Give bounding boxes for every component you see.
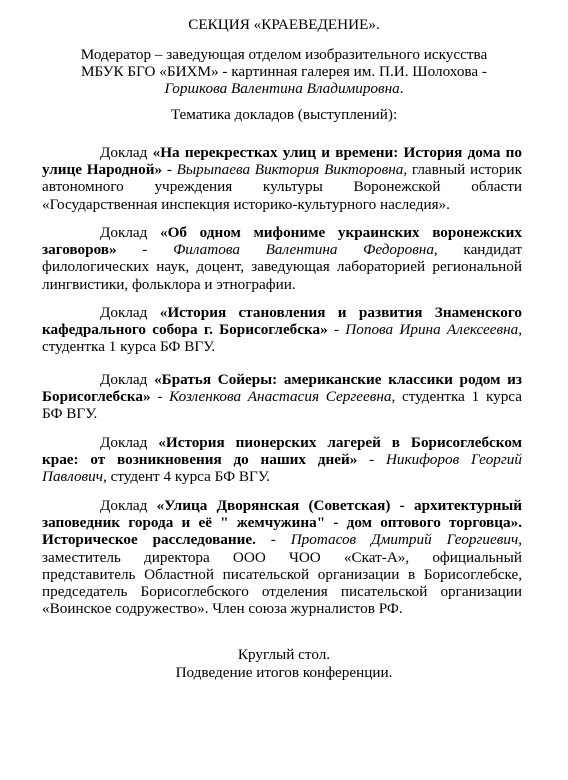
report-speaker: Протасов Дмитрий Георгиевич [290,531,519,549]
report-2 [42,224,522,293]
footer-round-table: Круглый стол. [237,646,331,663]
report-sep: - [327,321,346,339]
moderator-name: Горшкова Валентина Владимировна [164,80,400,97]
report-sep: - [357,451,386,469]
report-title: «Братья Сойеры: американские классики родом из Борисоглебска» [42,371,522,406]
report-5 [42,434,522,486]
report-4 [42,371,522,423]
report-details: , заместитель директора ООО ЧОО «Скат-А», официальный представитель Областной писательской организации в Борисоглебске, председатель Борисоглебского отделения писательской организации «Воинское содружество». Член союза журналистов РФ. [42,531,522,618]
footer-summary: Подведение итогов конференции. [175,664,393,681]
report-title: «История пионерских лагерей в Борисоглебском крае: от возникновения до наших дней» [42,434,522,469]
report-speaker: Никифоров Георгий Павлович [42,451,522,486]
report-prefix: Доклад [100,434,159,451]
report-details: , студентка 1 курса БФ ВГУ. [42,388,522,423]
report-prefix: Доклад [100,144,153,161]
report-details: , студентка 1 курса БФ ВГУ. [42,321,523,356]
report-details: , студент 4 курса БФ ВГУ. [103,468,270,486]
report-prefix: Доклад [100,304,160,321]
report-sep: - [150,388,170,406]
report-speaker: Вырыпаева Виктория Викторовна [176,161,404,179]
topics-heading: Тематика докладов (выступлений): [170,106,398,123]
moderator-name-end: . [399,80,404,97]
report-sep: - [162,161,177,179]
report-sep: - [116,241,174,259]
report-speaker: Филатова Валентина Федоровна [173,241,434,259]
report-prefix: Доклад [100,497,157,514]
report-title: «Улица Дворянская (Советская) - архитектурный заповедник города и её " жемчужина" - дом оптового торговца». Историческое расследование. [42,497,522,549]
report-details: , главный историк автономного учреждения культуры Воронежской области «Государственная инспекция историко-культурного наследия». [42,161,522,213]
report-1 [42,144,522,213]
report-details: , кандидат филологических наук, доцент, заведующая лабораторией региональной лингвистики, фольклора и этнографии. [42,241,523,293]
report-3 [42,304,522,356]
moderator-name-line [0,80,568,97]
report-title: «На перекрестках улиц и времени: История дома по улице Народной» [42,144,522,179]
report-speaker: Попова Ирина Алексеевна [345,321,519,339]
section-title: СЕКЦИЯ «КРАЕВЕДЕНИЕ». [188,16,380,33]
report-prefix: Доклад [100,224,160,241]
report-prefix: Доклад [100,371,155,388]
report-title: «История становления и развития Знаменского кафедрального собора г. Борисоглебска» [42,304,522,339]
moderator-line-2: МБУК БГО «БИХМ» - картинная галерея им. П.И. Шолохова - [81,63,487,80]
report-6 [42,497,522,617]
report-sep: - [255,531,291,549]
moderator-line-1: Модератор – заведующая отделом изобразительного искусства [80,46,488,63]
report-speaker: Козленкова Анастасия Сергеевна [169,388,392,406]
report-title: «Об одном мифониме украинских воронежских заговоров» [42,224,522,259]
